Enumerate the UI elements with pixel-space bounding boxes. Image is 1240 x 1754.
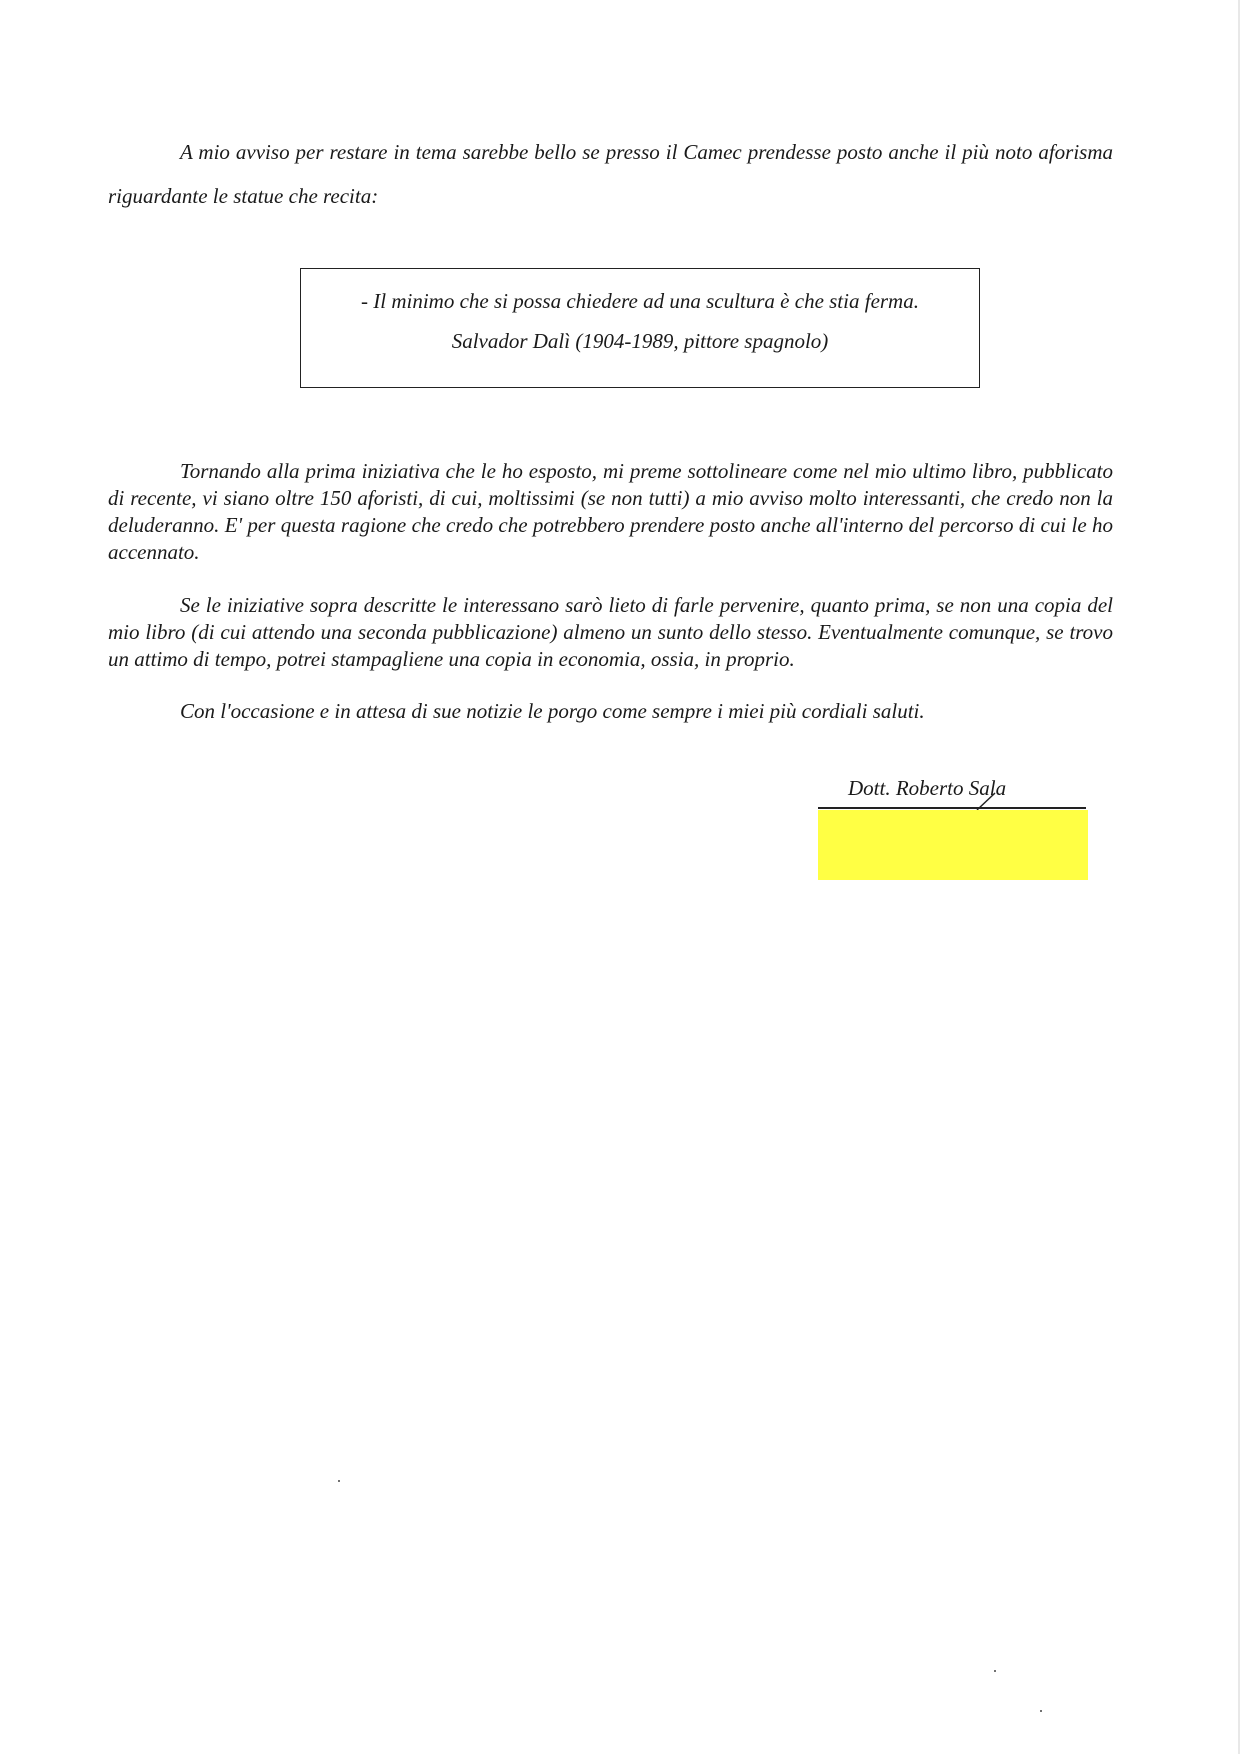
intro-paragraph [108,130,1113,218]
closing-paragraph [108,698,1113,725]
quote-author: Salvador Dalì (1904-1989, pittore spagnolo) [451,329,829,353]
scan-speck [994,1670,996,1672]
body-paragraph-3 [108,592,1113,673]
scan-speck [338,1480,340,1482]
intro-text: A mio avviso per restare in tema sarebbe bello se presso il Camec prendesse posto anche il più noto aforisma riguardante le statue che recita: [108,140,1113,208]
scan-speck [1040,1710,1042,1712]
closing-text: Con l'occasione e in attesa di sue notizie le porgo come sempre i miei più cordiali saluti. [180,699,925,723]
paragraph-3-text: Se le iniziative sopra descritte le interessano sarò lieto di farle pervenire, quanto prima, se non una copia del mio libro (di cui attendo una seconda pubblicazione) almeno un sunto dello stesso. Eventualmente comunque, se trovo un attimo di tempo, potrei stampagliene una copia in economia, ossia, in proprio. [108,593,1113,671]
signature-line [818,807,1086,809]
signature-name: Dott. Roberto Sala [848,776,1007,800]
redaction-highlight [818,810,1088,880]
body-paragraph-2 [108,458,1113,566]
paragraph-2-text: Tornando alla prima iniziativa che le ho esposto, mi preme sottolineare come nel mio ultimo libro, pubblicato di recente, vi siano oltre 150 aforisti, di cui, moltissimi (se non tutti) a mio avviso molto interessanti, che credo non la deluderanno. E' per questa ragione che credo che potrebbero prendere posto anche all'interno del percorso di cui le ho accennato. [108,459,1113,564]
handwritten-signature-stroke [975,790,999,812]
quote-box [300,268,980,388]
quote-text: - Il minimo che si possa chiedere ad una scultura è che stia ferma. [361,289,919,313]
